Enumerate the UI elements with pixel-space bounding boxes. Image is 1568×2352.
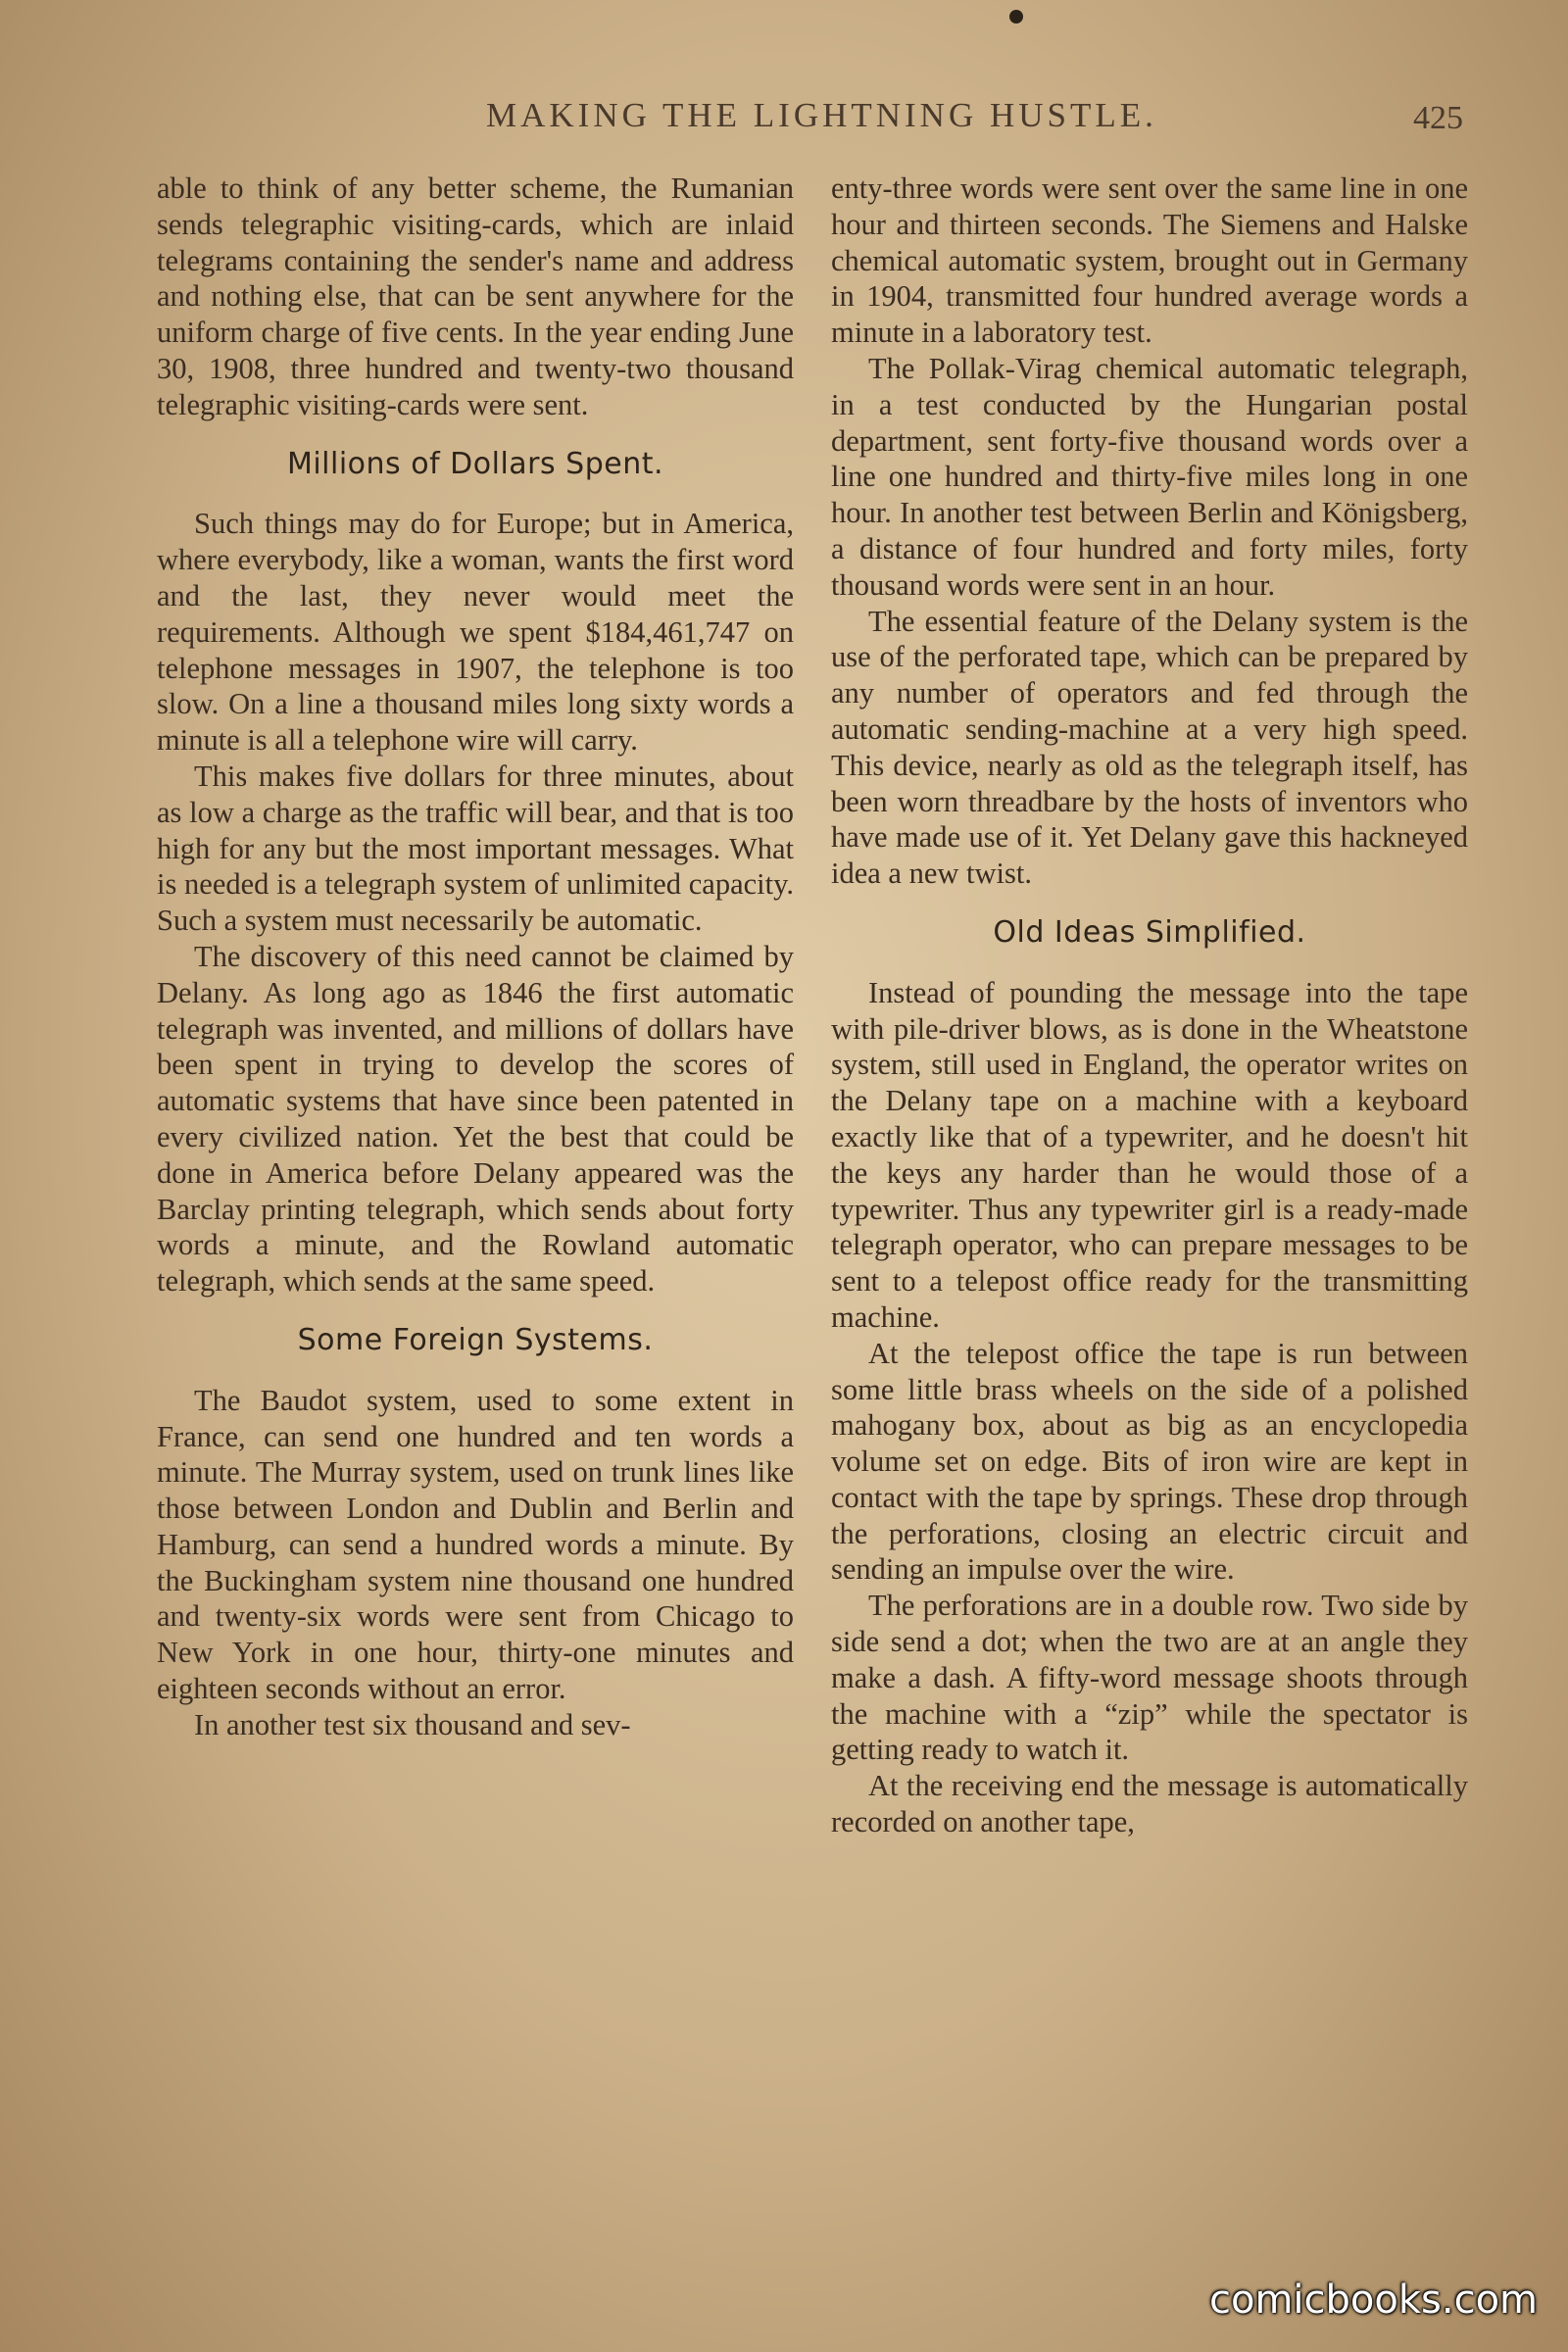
paragraph: enty-three words were sent over the same line in one hour and thirteen seconds. The Siemens and Halske chemical automatic system, brought out in Germany in 1904, transmitted four hundred average words a minute in a laboratory test. (831, 172, 1468, 350)
page-number: 425 (1413, 100, 1463, 136)
paragraph: The Baudot system, used to some extent in France, can send one hundred and ten words a minute. The Murray system, used on trunk lines like those between London and Dublin and Berlin and Hamburg, can send a hundred words a minute. By the Buckingham system nine thousand one hundred and twenty-six words were sent from Chicago to New York in one hour, thirty-one minutes and eighteen seconds without an error. (157, 1383, 794, 1706)
paragraph: At the receiving end the message is automatically recorded on another tape, (831, 1769, 1468, 1839)
paragraph: The essential feature of the Delany system is the use of the perforated tape, which can be prepared by any number of operators and fed through the automatic sending-machine at a very high speed. This device, nearly as old as the telegraph itself, has been worn threadbare by the hosts of inventors who have made use of it. Yet Delany gave this hackneyed idea a new twist. (831, 604, 1468, 891)
paragraph: In another test six thousand and sev- (194, 1707, 631, 1741)
watermark: comicbooks.com (1209, 2278, 1539, 2323)
paragraph: able to think of any better scheme, the Rumanian sends telegraphic visiting-cards, which are inlaid telegrams containing the sender's name and address and nothing else, that can be sent anywhere for the uniform charge of five cents. In the year ending June 30, 1908, three hundred and twenty-two thousand telegraphic visiting-cards were sent. (157, 172, 794, 421)
paragraph: The discovery of this need cannot be claimed by Delany. As long ago as 1846 the first automatic telegraph was invented, and millions of dollars have been spent in trying to develop the scores of automatic systems that have since been patented in every civilized nation. Yet the best that could be done in America before Delany appeared was the Barclay printing telegraph, which sends about forty words a minute, and the Rowland automatic telegraph, which sends at the same speed. (157, 939, 794, 1298)
paragraph: The perforations are in a double row. Two side by side send a dot; when the two are at an angle they make a dash. A fifty-word message shoots through the machine with a “zip” while the spectator is getting ready to watch it. (831, 1589, 1468, 1767)
header-title: MAKING THE LIGHTNING HUSTLE. (486, 96, 1157, 134)
paragraph: Such things may do for Europe; but in America, where everybody, like a woman, wants the first word and the last, they never would meet the requirements. Although we spent $184,461,747 on telephone messages in 1907, the telephone is too slow. On a line a thousand miles long sixty words a minute is all a telephone wire will carry. (157, 507, 794, 758)
section-heading: Some Foreign Systems. (297, 1322, 654, 1357)
paragraph: This makes five dollars for three minutes, about as low a charge as the traffic will bear, and that is too high for any but the most important messages. What is needed is a telegraph system of unlimited capacity. Such a system must necessarily be automatic. (157, 759, 794, 938)
paragraph: Instead of pounding the message into the tape with pile-driver blows, as is done in the Wheatstone system, still used in England, the operator writes on the Delany tape on a machine with a keyboard exactly like that of a typewriter, and he doesn't hit the keys any harder than he would those of a typewriter. Thus any typewriter girl is a ready-made telegraph operator, who can prepare messages to be sent to a telepost office ready for the transmitting machine. (831, 975, 1468, 1334)
section-heading: Old Ideas Simplified. (993, 914, 1306, 950)
right-column (831, 171, 1468, 2248)
left-column (157, 171, 794, 2248)
paragraph: At the telepost office the tape is run between some little brass wheels on the side of a polished mahogany box, about as big as an encyclopedia volume set on edge. Bits of iron wire are kept in contact with the tape by springs. These drop through the perforations, closing an electric circuit and sending an impulse over the wire. (831, 1336, 1468, 1587)
paragraph: The Pollak-Virag chemical automatic telegraph, in a test conducted by the Hungarian postal department, sent forty-five thousand words over a line one hundred and thirty-five miles long in one hour. In another test between Berlin and Königsberg, a distance of four hundred and forty miles, forty thousand words were sent in an hour. (831, 351, 1468, 602)
section-heading: Millions of Dollars Spent. (286, 446, 664, 481)
running-header (0, 96, 1568, 145)
ink-spot (1009, 10, 1023, 24)
